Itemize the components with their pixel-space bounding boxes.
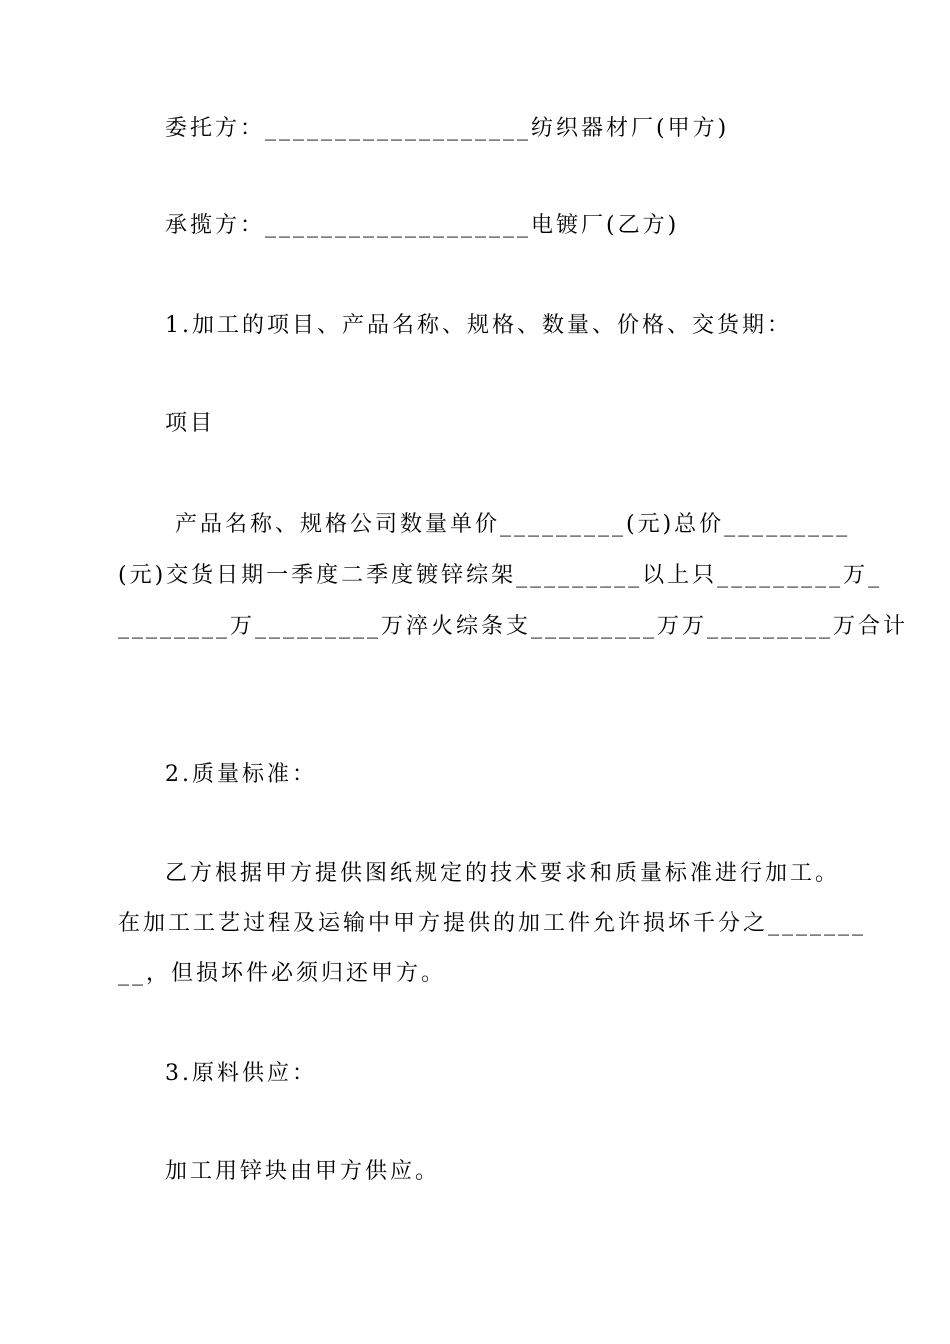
quality-text-line-2: 在加工工艺过程及运输中甲方提供的加工件允许损坏千分之_______ (118, 911, 867, 936)
section-1-title: 1.加工的项目、产品名称、规格、数量、价格、交货期： (165, 313, 792, 338)
item-label: 项目 (165, 411, 216, 436)
table-text-line-2: (元)交货日期一季度二季度镀锌综架_________以上只_________万_ (118, 563, 883, 588)
party-b-line: 承揽方：___________________电镀厂(乙方) (165, 213, 680, 238)
quality-text-line-3: __，但损坏件必须归还甲方。 (118, 961, 447, 986)
section-3-title: 3.原料供应： (165, 1061, 317, 1086)
party-a-line: 委托方：___________________纺织器材厂(甲方) (165, 116, 730, 141)
table-text-line-3: ________万_________万淬火综条支_________万万_________万合计 (118, 614, 909, 639)
table-text-line-1: 产品名称、规格公司数量单价_________(元)总价_________ (165, 512, 851, 537)
quality-text-line-1: 乙方根据甲方提供图纸规定的技术要求和质量标准进行加工。 (165, 861, 841, 886)
section-2-title: 2.质量标准： (165, 762, 317, 787)
supply-text: 加工用锌块由甲方供应。 (165, 1159, 441, 1184)
